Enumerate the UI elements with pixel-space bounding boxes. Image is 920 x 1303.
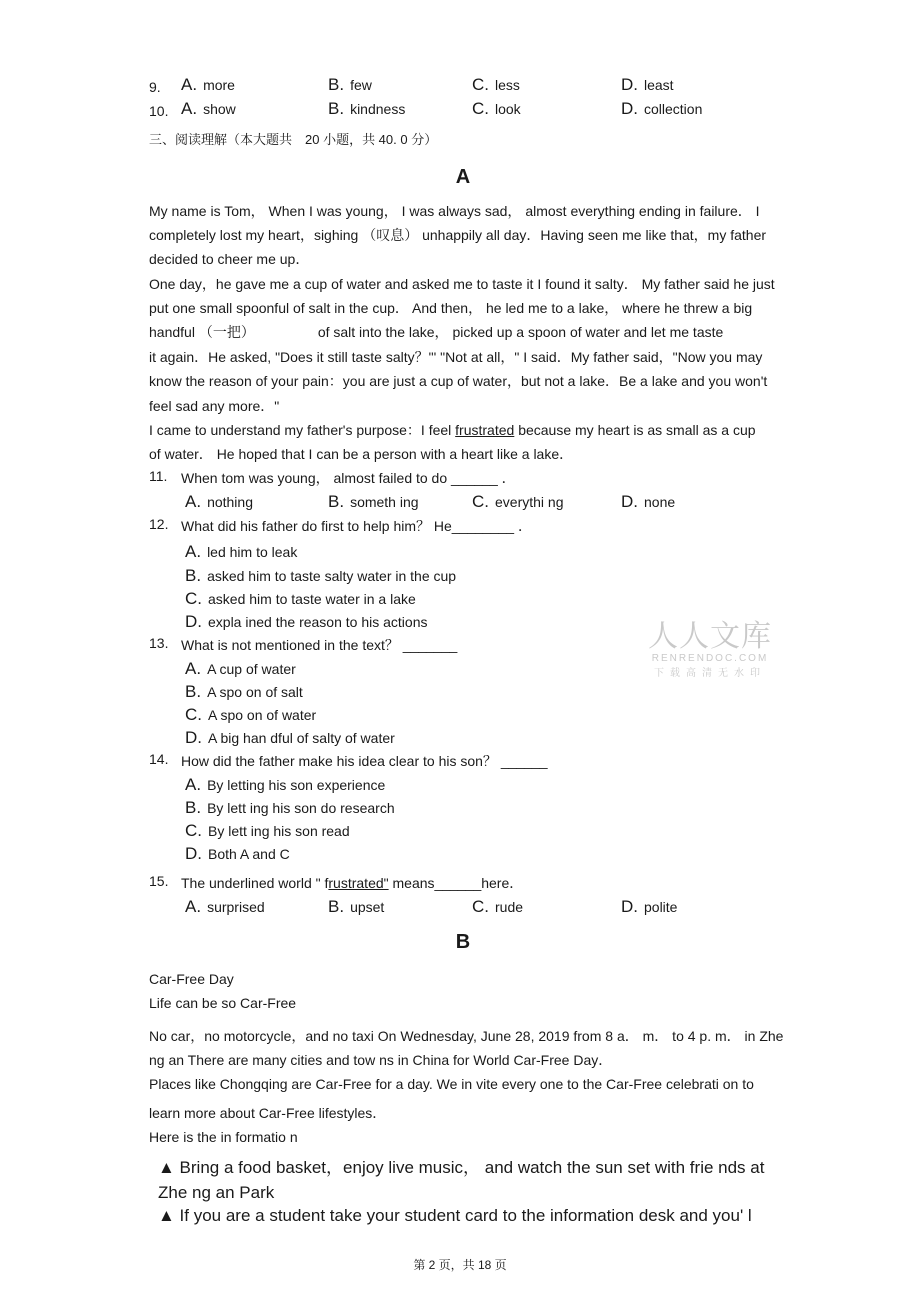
option-a: A. show xyxy=(181,99,236,118)
option-b: B. kindness xyxy=(328,99,406,118)
question-stem: What did his father do first to help him？ He________ ． xyxy=(181,518,532,534)
text-line: One day，he gave me a cup of water and asked me to taste it I found it salty． My father said he just xyxy=(149,276,775,292)
option-c: C. everythi ng xyxy=(472,492,564,511)
text-line: handful （一把） of salt into the lake， picked up a spoon of water and let me taste xyxy=(149,324,724,340)
text-line: learn more about Car-Free lifestyles． xyxy=(149,1105,387,1121)
option-d: D. none xyxy=(621,492,676,511)
passage-title: A xyxy=(455,166,471,188)
passage-b-title-line: Car-Free Day xyxy=(149,971,234,987)
question-stem: The underlined world " frustrated" means______here． xyxy=(181,875,524,891)
option-b: B. asked him to taste salty water in the cup xyxy=(185,566,457,585)
question-number: 9. xyxy=(149,79,161,95)
text-line: decided to cheer me up． xyxy=(149,251,310,267)
bullet-item: ▲ If you are a student take your student card to the information desk and you' l xyxy=(158,1206,752,1225)
question-number: 10. xyxy=(149,103,169,119)
section-heading: 三、阅读理解（本大题共 20 小题，共 40. 0 分） xyxy=(149,132,438,147)
option-b: B. someth ing xyxy=(328,492,419,511)
option-d: D. polite xyxy=(621,897,678,916)
question-stem: What is not mentioned in the text？ _______ xyxy=(181,637,458,653)
option-c: C. rude xyxy=(472,897,524,916)
text-line: feel sad any more．" xyxy=(149,398,280,414)
option-a: A. A cup of water xyxy=(185,659,296,678)
bullet-item: ▲ Bring a food basket，enjoy live music， and watch the sun set with frie nds at Zhe ng an Park xyxy=(158,1158,765,1202)
question-number: 15. xyxy=(149,873,169,889)
question-number: 14. xyxy=(149,751,169,767)
question-number: 13. xyxy=(149,635,169,651)
text-line: know the reason of your pain：you are just a cup of water，but not a lake．Be a lake and you won't xyxy=(149,373,768,389)
option-d: D. A big han dful of salty of water xyxy=(185,728,395,747)
underlined-word: rustrated" xyxy=(328,875,389,891)
text-line: put one small spoonful of salt in the cup． And then， he led me to a lake， where he threw a big xyxy=(149,300,753,316)
text-line: No car，no motorcycle，and no taxi On Wednesday, June 28, 2019 from 8 a． m． to 4 p. m． in Zhe xyxy=(149,1028,784,1044)
option-b: B. few xyxy=(328,75,372,94)
option-a: A. surprised xyxy=(185,897,265,916)
question-stem: When tom was young， almost failed to do ______ ． xyxy=(181,470,516,486)
option-c: C. By lett ing his son read xyxy=(185,821,350,840)
option-b: B. By lett ing his son do research xyxy=(185,798,395,817)
passage-title: B xyxy=(455,931,471,953)
text-line: ng an There are many cities and tow ns in China for World Car-Free Day． xyxy=(149,1052,613,1068)
option-b: B. upset xyxy=(328,897,385,916)
option-c: C. less xyxy=(472,75,520,94)
text-line: it again．He asked, "Does it still taste salty？"' "Not at all，" I said．My father said，"Now you may xyxy=(149,349,763,365)
text-line: completely lost my heart，sighing （叹息） unhappily all day．Having seen me like that，my father xyxy=(149,227,767,243)
question-number: 12. xyxy=(149,516,169,532)
option-d: D. expla ined the reason to his actions xyxy=(185,612,428,631)
question-number: 11. xyxy=(149,468,168,484)
option-a: A. led him to leak xyxy=(185,542,298,561)
option-a: A. nothing xyxy=(185,492,253,511)
option-d: D. Both A and C xyxy=(185,844,290,863)
text-line: My name is Tom， When I was young， I was always sad， almost everything ending in failure． I xyxy=(149,203,760,219)
question-stem: How did the father make his idea clear to his son？ ______ xyxy=(181,753,548,769)
text-line: Places like Chongqing are Car-Free for a day. We in vite every one to the Car-Free celebrati on to xyxy=(149,1076,754,1092)
option-c: C. A spo on of water xyxy=(185,705,317,724)
option-a: A. By letting his son experience xyxy=(185,775,386,794)
option-b: B. A spo on of salt xyxy=(185,682,303,701)
text-line: I came to understand my father's purpose：I feel frustrated because my heart is as small as a cup xyxy=(149,422,756,438)
option-c: C. asked him to taste water in a lake xyxy=(185,589,416,608)
option-d: D. collection xyxy=(621,99,703,118)
text-line: of water． He hoped that I can be a person with a heart like a lake． xyxy=(149,446,574,462)
option-a: A. more xyxy=(181,75,235,94)
underlined-word: frustrated xyxy=(455,422,515,438)
option-c: C. look xyxy=(472,99,521,118)
watermark-logo: 人人文库 RENRENDOC.COM 下载高清无水印 xyxy=(648,619,772,679)
option-d: D. least xyxy=(621,75,674,94)
passage-b-subtitle-line: Life can be so Car-Free xyxy=(149,995,297,1011)
passage-b-paragraph-3: Here is the in formatio n xyxy=(149,1129,298,1145)
page-footer: 第 2 页，共 18 页 xyxy=(413,1258,507,1272)
